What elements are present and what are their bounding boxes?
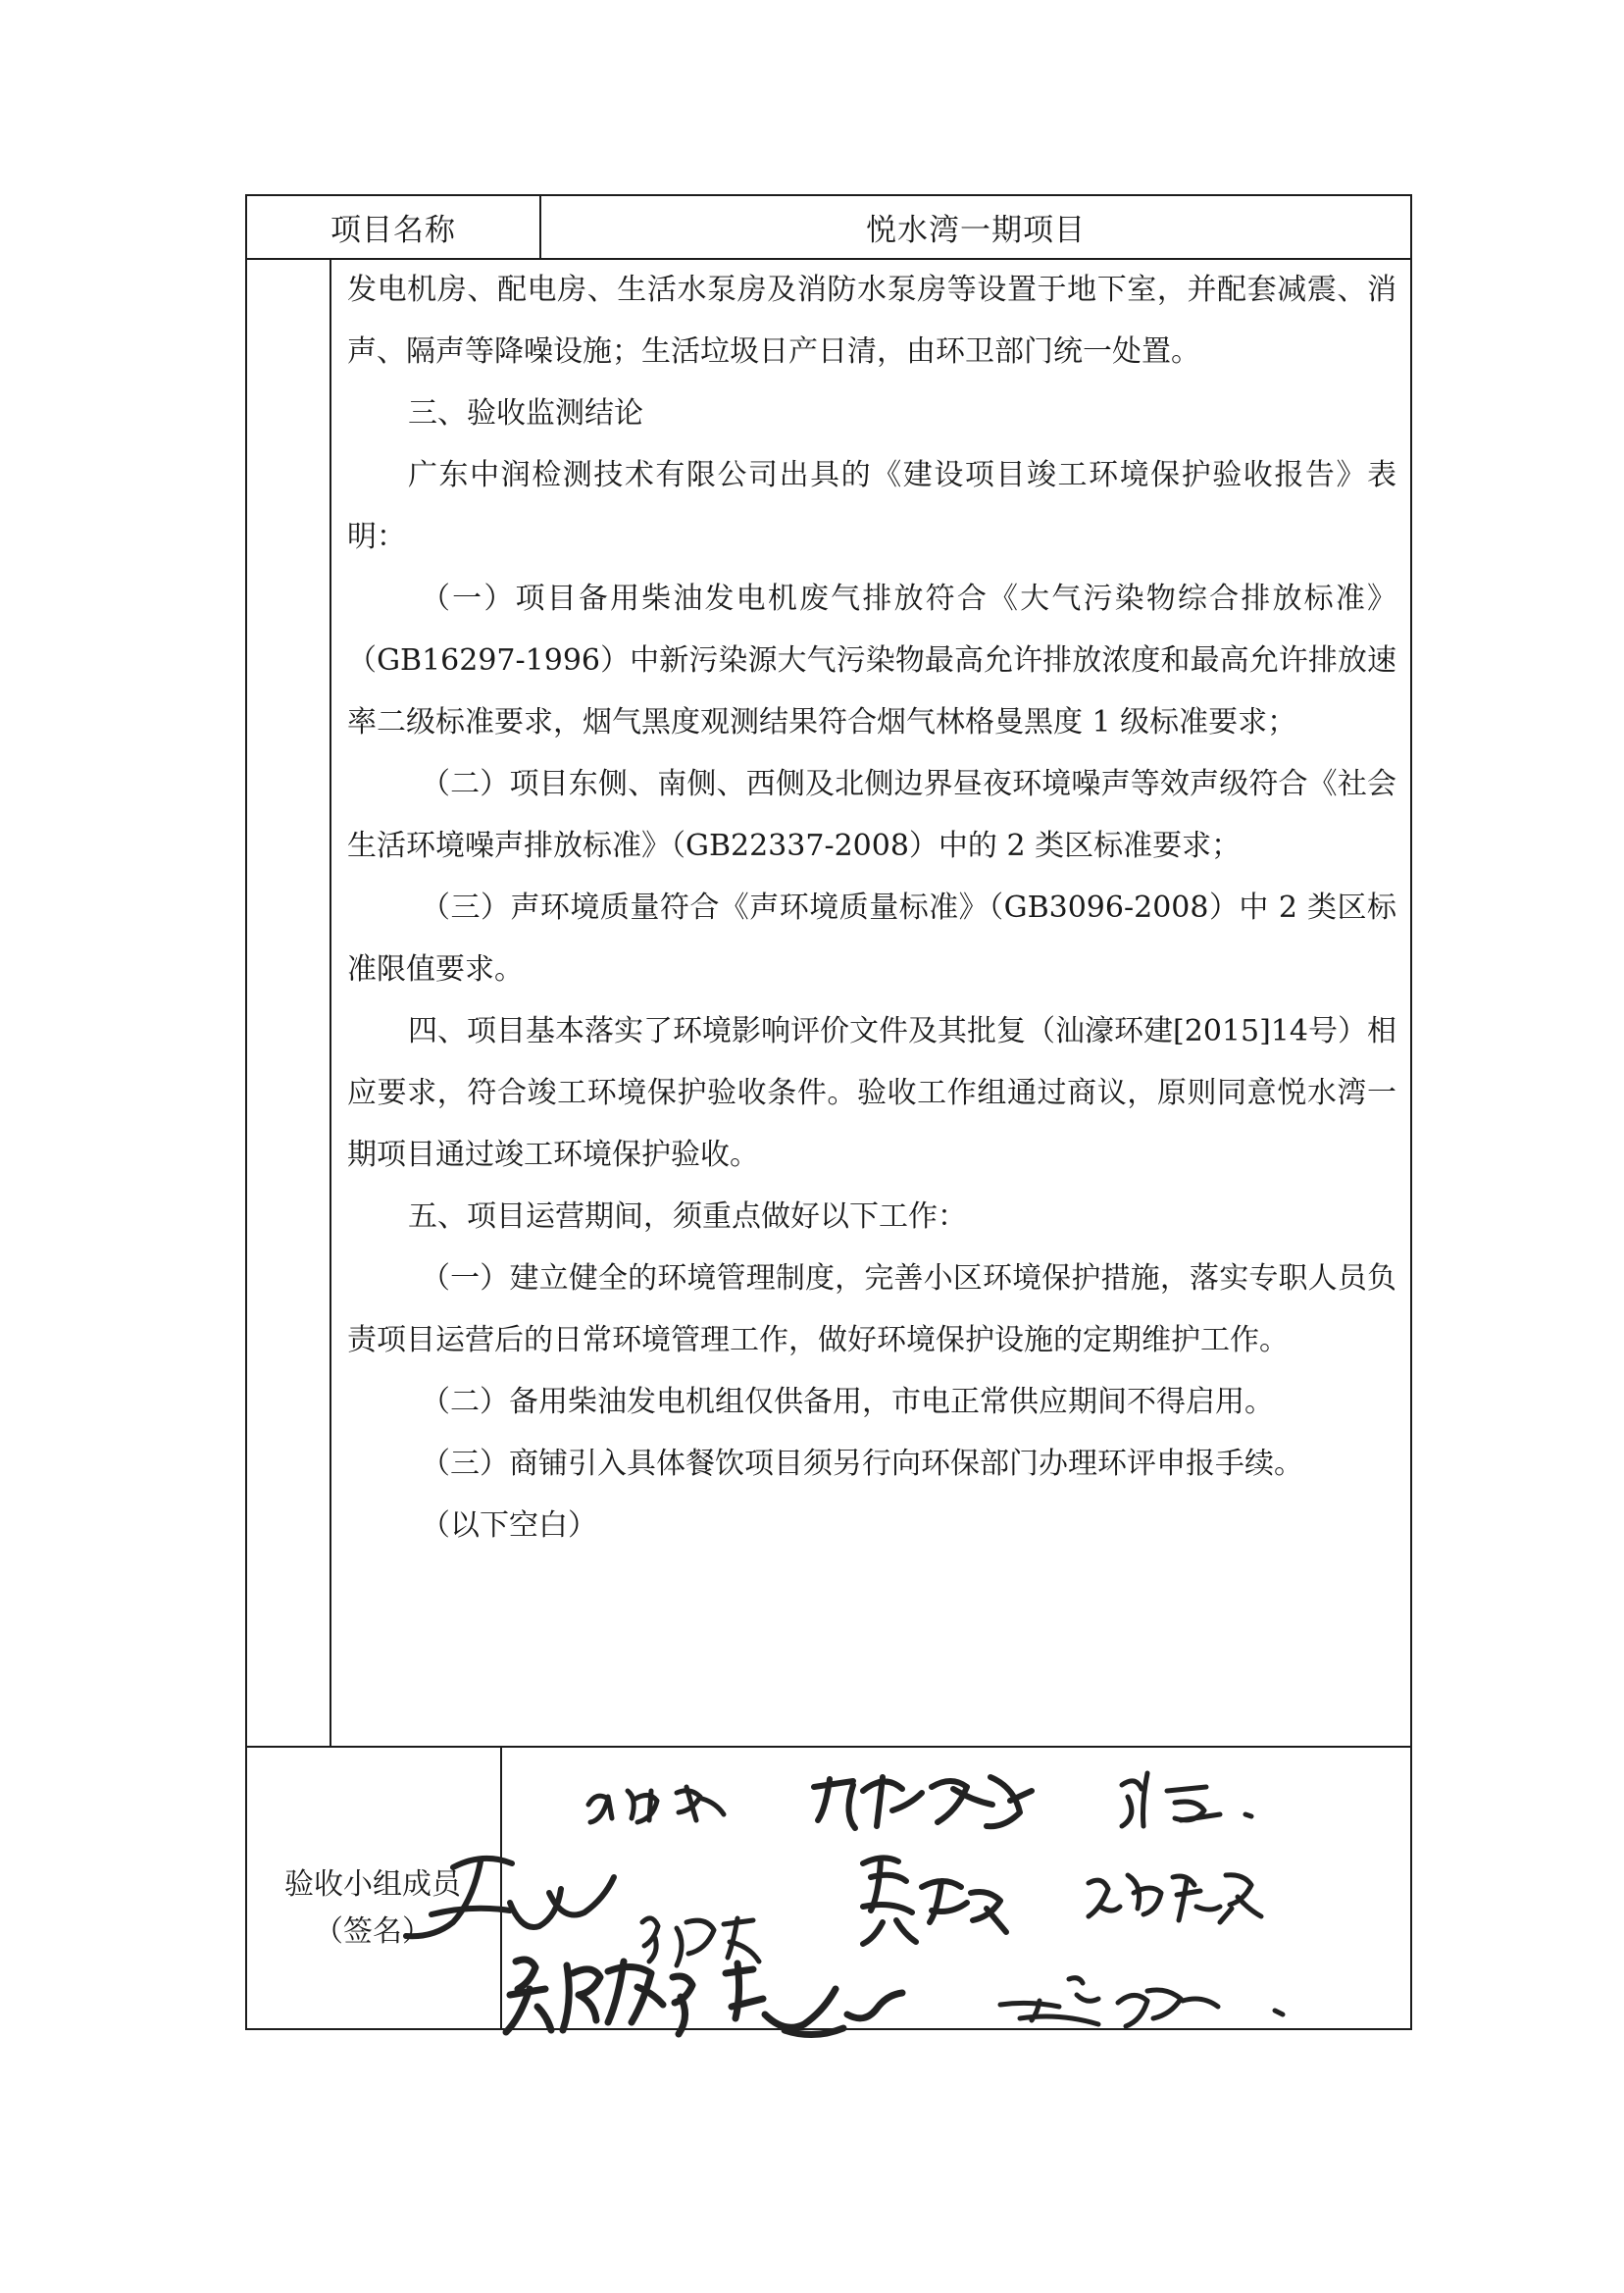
- signature-8: [506, 1960, 902, 2035]
- table-signature-divider: [500, 1746, 502, 2030]
- paragraph-management-system: （一）建立健全的环境管理制度，完善小区环境保护措施，落实专职人员负责项目运营后的日常环境管理工作，做好环境保护设施的定期维护工作。: [347, 1261, 1396, 1357]
- signature-9: [1000, 1978, 1283, 2026]
- signature-label-line2: （签名）: [314, 1914, 431, 1949]
- table-bottom-border: [245, 2028, 1412, 2030]
- signature-5: [642, 1918, 759, 1965]
- signature-1: [588, 1787, 724, 1822]
- signature-label: [245, 1861, 500, 1956]
- project-name-value: 悦水湾一期项目: [866, 212, 1086, 248]
- paragraph-exhaust-standard: （一）项目备用柴油发电机废气排放符合《大气污染物综合排放标准》（GB16297-1996）中新污染源大气污染物最高允许排放浓度和最高允许排放速率二级标准要求，烟气黑度观测结果符合烟气林格曼黑度 1 级标准要求；: [347, 582, 1396, 739]
- paragraph-shop-catering: （三）商铺引入具体餐饮项目须另行向环保部门办理环评申报手续。: [421, 1447, 1303, 1481]
- signature-label-line1: 验收小组成员: [284, 1867, 461, 1902]
- paragraph-acoustic-quality: （三）声环境质量符合《声环境质量标准》（GB3096-2008）中 2 类区标准限值要求。: [347, 891, 1396, 987]
- paragraph-facilities: 发电机房、配电房、生活水泵房及消防水泵房等设置于地下室，并配套减震、消声、隔声等降噪设施；生活垃圾日产日清，由环卫部门统一处置。: [347, 273, 1396, 369]
- table-body-divider: [330, 259, 331, 1747]
- section-heading-monitoring-conclusion: 三、验收监测结论: [408, 396, 643, 431]
- section-heading-operation-requirements: 五、项目运营期间，须重点做好以下工作：: [408, 1199, 967, 1234]
- project-name-label: 项目名称: [330, 212, 456, 248]
- paragraph-blank-below: （以下空白）: [421, 1508, 597, 1543]
- paragraph-report-intro: 广东中润检测技术有限公司出具的《建设项目竣工环境保护验收报告》表明：: [347, 458, 1396, 554]
- signature-7: [1089, 1875, 1261, 1922]
- table-left-border: [245, 194, 247, 2030]
- signature-2: [814, 1777, 1032, 1828]
- paragraph-acceptance-decision: 四、项目基本落实了环境影响评价文件及其批复（汕濠环建[2015]14号）相应要求，符合竣工环境保护验收条件。验收工作组通过商议，原则同意悦水湾一期项目通过竣工环境保护验收。: [347, 1014, 1396, 1172]
- paragraph-generator-backup: （二）备用柴油发电机组仅供备用，市电正常供应期间不得启用。: [421, 1385, 1274, 1419]
- signature-6: [863, 1858, 1006, 1944]
- body-text: [347, 259, 1396, 1556]
- paragraph-noise-standard: （二）项目东侧、南侧、西侧及北侧边界昼夜环境噪声等效声级符合《社会生活环境噪声排放标准》（GB22337-2008）中的 2 类区标准要求；: [347, 767, 1396, 863]
- table-right-border: [1410, 194, 1412, 2030]
- table-signature-top-border: [245, 1746, 1412, 1748]
- signature-3: [1122, 1773, 1251, 1826]
